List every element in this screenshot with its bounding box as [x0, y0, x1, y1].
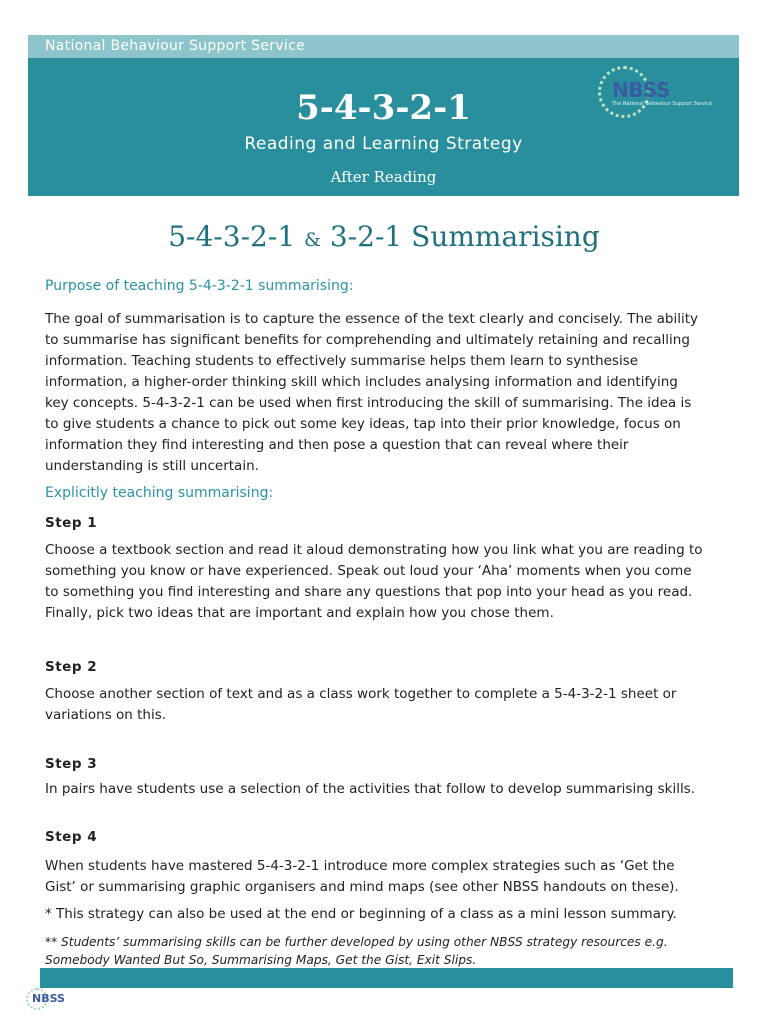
note-further-resources: ** Students’ summarising skills can be further developed by using other NBSS strategy resources e.g. Somebody Wanted But So, Summarising Maps, Get the Gist, Exit Slips. — [45, 935, 668, 967]
step-2-text: Choose another section of text and as a class work together to complete a 5-4-3-2-1 sheet or variations on this. — [45, 686, 677, 723]
logo-text: NBSS — [612, 78, 670, 102]
title-part-2: 3-2-1 Summarising — [320, 220, 600, 253]
purpose-paragraph: The goal of summarisation is to capture the essence of the text clearly and concisely. The ability to summarise has significant benefits for comprehending and ultimately retaining and recalling information. Teaching students to effectively summarise helps them learn to synthesise information, a higher-order thinking skill which includes analysing information and identifying key concepts. 5-4-3-2-1 can be used when first introducing the skill of summarising. The idea is to give students a chance to pick out some key ideas, tap into their prior knowledge, focus on information they find interesting and then pose a question that can reveal where their understanding is still uncertain. — [45, 311, 698, 474]
logo-subtext: The National Behaviour Support Service — [612, 101, 713, 107]
step-2-label: Step 2 — [45, 659, 98, 675]
title-ampersand: & — [304, 229, 321, 251]
purpose-heading: Purpose of teaching 5-4-3-2-1 summarising: — [45, 278, 354, 294]
step-1-text: Choose a textbook section and read it aloud demonstrating how you link what you are reading to something you know or have experienced. Speak out loud your ‘Aha’ moments when you come to something you find interesting and share any questions that pop into your head as you read. Finally, pick two ideas that are important and explain how you chose them. — [45, 542, 703, 621]
strategy-subtitle: Reading and Learning Strategy — [244, 134, 523, 154]
title-part-1: 5-4-3-2-1 — [168, 220, 305, 253]
footer-bar — [40, 968, 733, 988]
footer-logo-text: NBSS — [32, 992, 65, 1005]
step-1-label: Step 1 — [45, 515, 98, 531]
nbss-logo — [596, 64, 713, 120]
footer-logo — [26, 988, 74, 1012]
step-3-label: Step 3 — [45, 756, 98, 772]
note-mini-lesson: * This strategy can also be used at the end or beginning of a class as a mini lesson summary. — [45, 906, 677, 922]
organization-name: National Behaviour Support Service — [45, 38, 306, 54]
explicit-heading: Explicitly teaching summarising: — [45, 485, 274, 501]
step-4-text: When students have mastered 5-4-3-2-1 introduce more complex strategies such as ‘Get the Gist’ or summarising graphic organisers and mind maps (see other NBSS handouts on these). — [45, 858, 679, 895]
step-4-label: Step 4 — [45, 829, 98, 845]
page-title — [0, 220, 768, 253]
step-3-text: In pairs have students use a selection of the activities that follow to develop summarising skills. — [45, 781, 696, 797]
strategy-phase: After Reading — [330, 168, 437, 186]
strategy-code: 5-4-3-2-1 — [296, 88, 471, 128]
organization-band — [28, 35, 739, 58]
